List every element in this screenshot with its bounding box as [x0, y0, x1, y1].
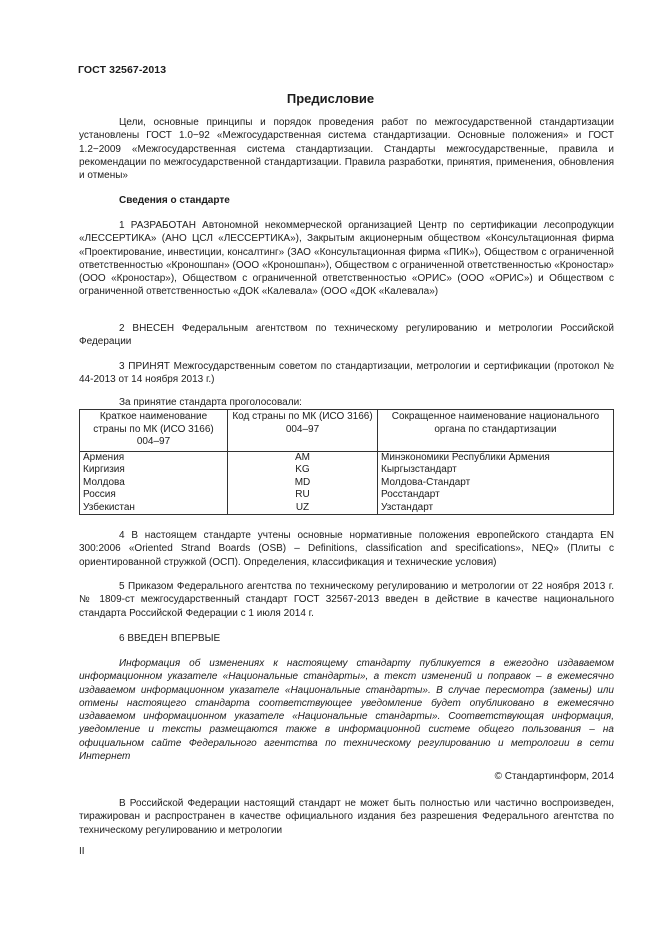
column-header-code: Код страны по МК (ИСО 3166) 004–97 [228, 410, 378, 452]
item-4-text: 4 В настоящем стандарте учтены основные нормативные положения европейского стандарта EN 300:2006 «Oriented Strand Boards (OSB) – Definitions, classification and specifications», NEQ» (Плиты с ориентированной стружкой (ОСП). Определения, классификация и технические условия) [79, 530, 614, 568]
country-cell: Киргизия [80, 464, 228, 477]
table-row [80, 477, 614, 490]
column-header-body: Сокращенное наименование национального органа по стандартизации [378, 410, 614, 452]
code-cell: AM [228, 451, 378, 464]
country-cell: Молдова [80, 477, 228, 490]
country-cell: Армения [80, 451, 228, 464]
page-title: Предисловие [286, 91, 375, 106]
item-3-block [79, 360, 614, 387]
item-6-block [79, 632, 614, 645]
body-cell: Росстандарт [378, 489, 614, 502]
code-cell: KG [228, 464, 378, 477]
item-2-text: 2 ВНЕСЕН Федеральным агентством по техническому регулированию и метрологии Российской Федерации [79, 323, 614, 348]
item-5-block [79, 580, 614, 620]
intro-text: Цели, основные принципы и порядок проведения работ по межгосударственной стандартизации установлены ГОСТ 1.0−92 «Межгосударственная система стандартизации. Основные положения» и ГОСТ 1.2−2009 «Межгосударственная система стандартизации. Стандарты межгосударственные, правила и рекомендации по межгосударственной стандартизации. Правила разработки, принятия, применения, обновления и отмены» [79, 117, 614, 182]
voting-table-header [80, 410, 614, 452]
code-cell: UZ [228, 502, 378, 515]
reproduction-block [79, 797, 614, 837]
code-cell: RU [228, 489, 378, 502]
voting-table [79, 409, 614, 515]
body-cell: Узстандарт [378, 502, 614, 515]
voting-caption: За принятие стандарта проголосовали: [119, 397, 302, 408]
body-cell: Минэкономики Республики Армения [378, 451, 614, 464]
notice-text: Информация об изменениях к настоящему стандарту публикуется в ежегодно издаваемом информационном указателе «Национальные стандарты», а текст изменений и поправок – в ежемесячно издаваемом информационном указателе «Национальные стандарты». В случае пересмотра (замены) или отмены настоящего стандарта соответствующее уведомление будет опубликовано в ежемесячно издаваемом информационном указателе «Национальные стандарты». Соответствующая информация, уведомление и тексты размещаются также в информационной системе общего пользования – на официальном сайте Федерального агентства по техническому регулированию и метрологии в сети Интернет [79, 658, 614, 763]
item-5-text: 5 Приказом Федерального агентства по техническому регулированию и метрологии от 22 ноября 2013 г. № 1809-ст межгосударственный стандарт ГОСТ 32567-2013 введен в действие в качестве национального стандарта Российской Федерации с 1 июля 2014 г. [79, 581, 614, 619]
table-row [80, 464, 614, 477]
table-row [80, 451, 614, 464]
section-subheading: Сведения о стандарте [119, 195, 230, 206]
copyright-line: © Стандартинформ, 2014 [494, 771, 614, 782]
item-2-block [79, 322, 614, 349]
item-1-text: 1 РАЗРАБОТАН Автономной некоммерческой организацией Центр по сертификации лесопродукции «ЛЕССЕРТИКА» (АНО ЦСЛ «ЛЕССЕРТИКА»), Закрытым акционерным обществом «Консультационная фирма «Проектирование, инвестиции, консалтинг» (ЗАО «Консультационная фирма «ПИК»), Обществом с ограниченной ответственностью «Кроношпан» (ООО «Кроношпан»), Обществом с ограниченной ответственностью «Кроностар» (ООО «Кроностар»), Обществом с ограниченной ответственностью «ОРИС» (ООО «ОРИС») и Обществом с ограниченной ответственностью «ДОК «Калевала» (ООО «ДОК «Калевала») [79, 220, 614, 298]
notice-block [79, 657, 614, 763]
reproduction-text: В Российской Федерации настоящий стандарт не может быть полностью или частично воспроизведен, тиражирован и распространен в качестве официального издания без разрешения Федерального агентства по техническому регулированию и метрологии [79, 798, 614, 836]
country-cell: Узбекистан [80, 502, 228, 515]
column-header-country: Краткое наименование страны по МК (ИСО 3166) 004–97 [80, 410, 228, 452]
body-cell: Молдова-Стандарт [378, 477, 614, 490]
body-cell: Кыргызстандарт [378, 464, 614, 477]
country-cell: Россия [80, 489, 228, 502]
item-4-block [79, 529, 614, 569]
item-6-text: 6 ВВЕДЕН ВПЕРВЫЕ [119, 633, 221, 644]
item-3-text: 3 ПРИНЯТ Межгосударственным советом по стандартизации, метрологии и сертификации (протокол № 44-2013 от 14 ноября 2013 г.) [79, 361, 614, 386]
table-row [80, 489, 614, 502]
page-number: II [79, 846, 85, 857]
item-1-block [79, 219, 614, 299]
table-row [80, 502, 614, 515]
code-cell: MD [228, 477, 378, 490]
intro-paragraph [79, 116, 614, 182]
document-code-header: ГОСТ 32567-2013 [78, 64, 167, 76]
